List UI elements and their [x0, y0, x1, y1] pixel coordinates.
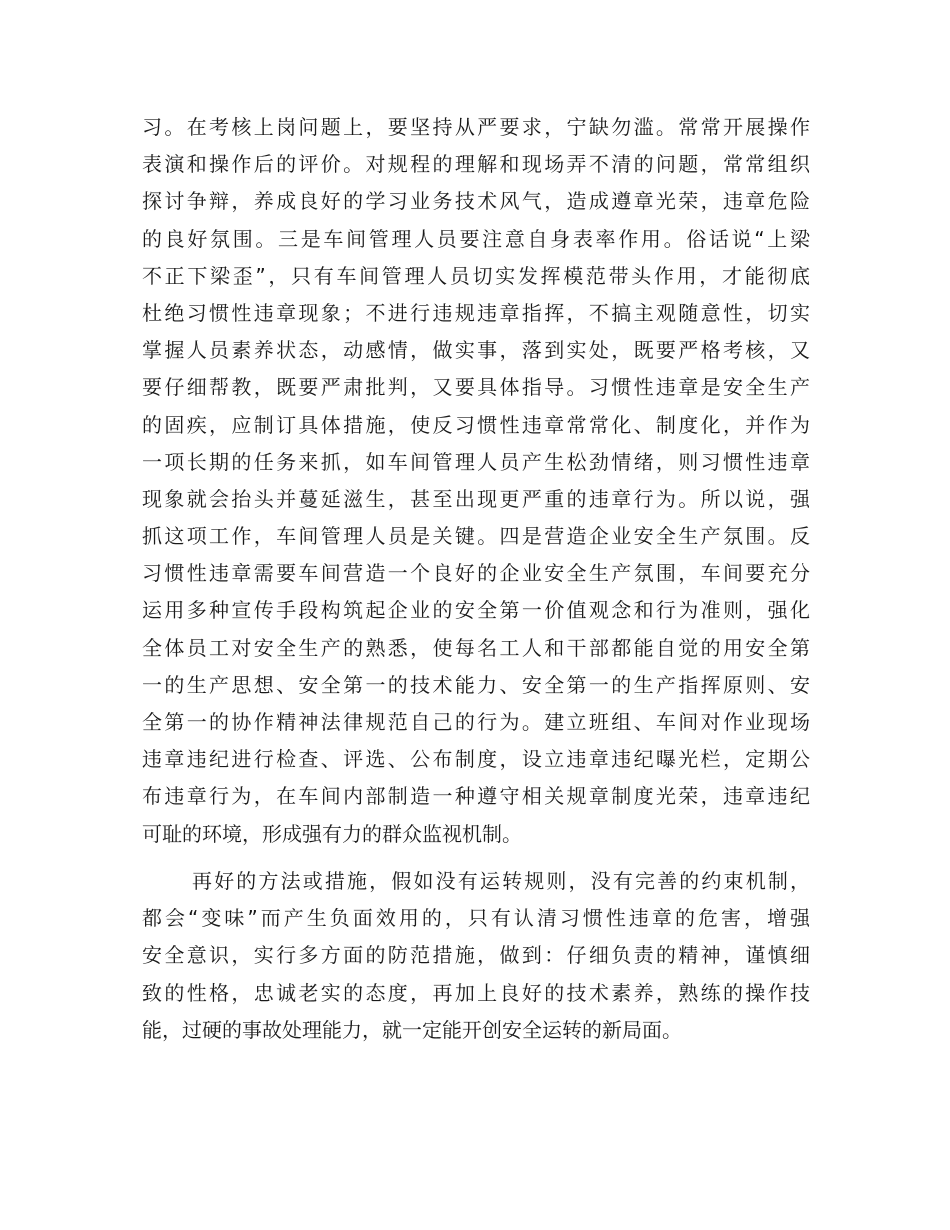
- body-paragraph: [142, 109, 810, 853]
- paragraph-line: 可耻的环境，形成强有力的群众监视机制。: [142, 821, 522, 846]
- paragraph-line: 抓这项工作，车间管理人员是关键。四是营造企业安全生产氛围。反: [142, 524, 810, 549]
- paragraph-line: 布违章行为，在车间内部制造一种遵守相关规章制度光荣，违章违纪: [142, 784, 810, 809]
- paragraph-line: 习。在考核上岗问题上，要坚持从严要求，宁缺勿滥。常常开展操作: [142, 115, 810, 139]
- paragraph-line: 安全意识，实行多方面的防范措施，做到：仔细负责的精神，谨慎细: [142, 943, 810, 968]
- paragraph-line: 掌握人员素养状态，动感情，做实事，落到实处，既要严格考核，又: [142, 338, 810, 363]
- paragraph-line: 的良好氛围。三是车间管理人员要注意自身表率作用。俗话说“上梁: [142, 226, 810, 251]
- paragraph-line: 要仔细帮教，既要严肃批判，又要具体指导。习惯性违章是安全生产: [142, 375, 810, 400]
- paragraph-line: 全体员工对安全生产的熟悉，使每名工人和干部都能自觉的用安全第: [142, 635, 810, 660]
- paragraph-line: 一的生产思想、安全第一的技术能力、安全第一的生产指挥原则、安: [142, 672, 810, 697]
- paragraph-line: 能，过硬的事故处理能力，就一定能开创安全运转的新局面。: [142, 1017, 682, 1042]
- paragraph-line: 都会“变味”而产生负面效用的，只有认清习惯性违章的危害，增强: [142, 906, 810, 931]
- paragraph-line: 全第一的协作精神法律规范自己的行为。建立班组、车间对作业现场: [142, 710, 810, 734]
- paragraph-line: 致的性格，忠诚老实的态度，再加上良好的技术素养，熟练的操作技: [142, 980, 810, 1005]
- paragraph-line: 习惯性违章需要车间营造一个良好的企业安全生产氛围，车间要充分: [142, 561, 810, 586]
- paragraph-line: 不正下梁歪”，只有车间管理人员切实发挥模范带头作用，才能彻底: [142, 263, 810, 288]
- paragraph-line: 杜绝习惯性违章现象；不进行违规违章指挥，不搞主观随意性，切实: [142, 300, 810, 325]
- paragraph-line: 运用多种宣传手段构筑起企业的安全第一价值观念和行为准则，强化: [142, 598, 810, 623]
- body-paragraph: [142, 863, 810, 1049]
- paragraph-line: 表演和操作后的评价。对规程的理解和现场弄不清的问题，常常组织: [142, 152, 810, 177]
- paragraph-line: 探讨争辩，养成良好的学习业务技术风气，造成遵章光荣，违章危险: [142, 189, 810, 214]
- paragraph-line: 现象就会抬头并蔓延滋生，甚至出现更严重的违章行为。所以说，强: [142, 486, 810, 511]
- paragraph-line: 一项长期的任务来抓，如车间管理人员产生松劲情绪，则习惯性违章: [142, 449, 810, 474]
- paragraph-line: 的固疾，应制订具体措施，使反习惯性违章常常化、制度化，并作为: [142, 412, 810, 437]
- paragraph-line: 违章违纪进行检查、评选、公布制度，设立违章违纪曝光栏，定期公: [142, 747, 810, 772]
- paragraph-line: 再好的方法或措施，假如没有运转规则，没有完善的约束机制，: [192, 869, 810, 893]
